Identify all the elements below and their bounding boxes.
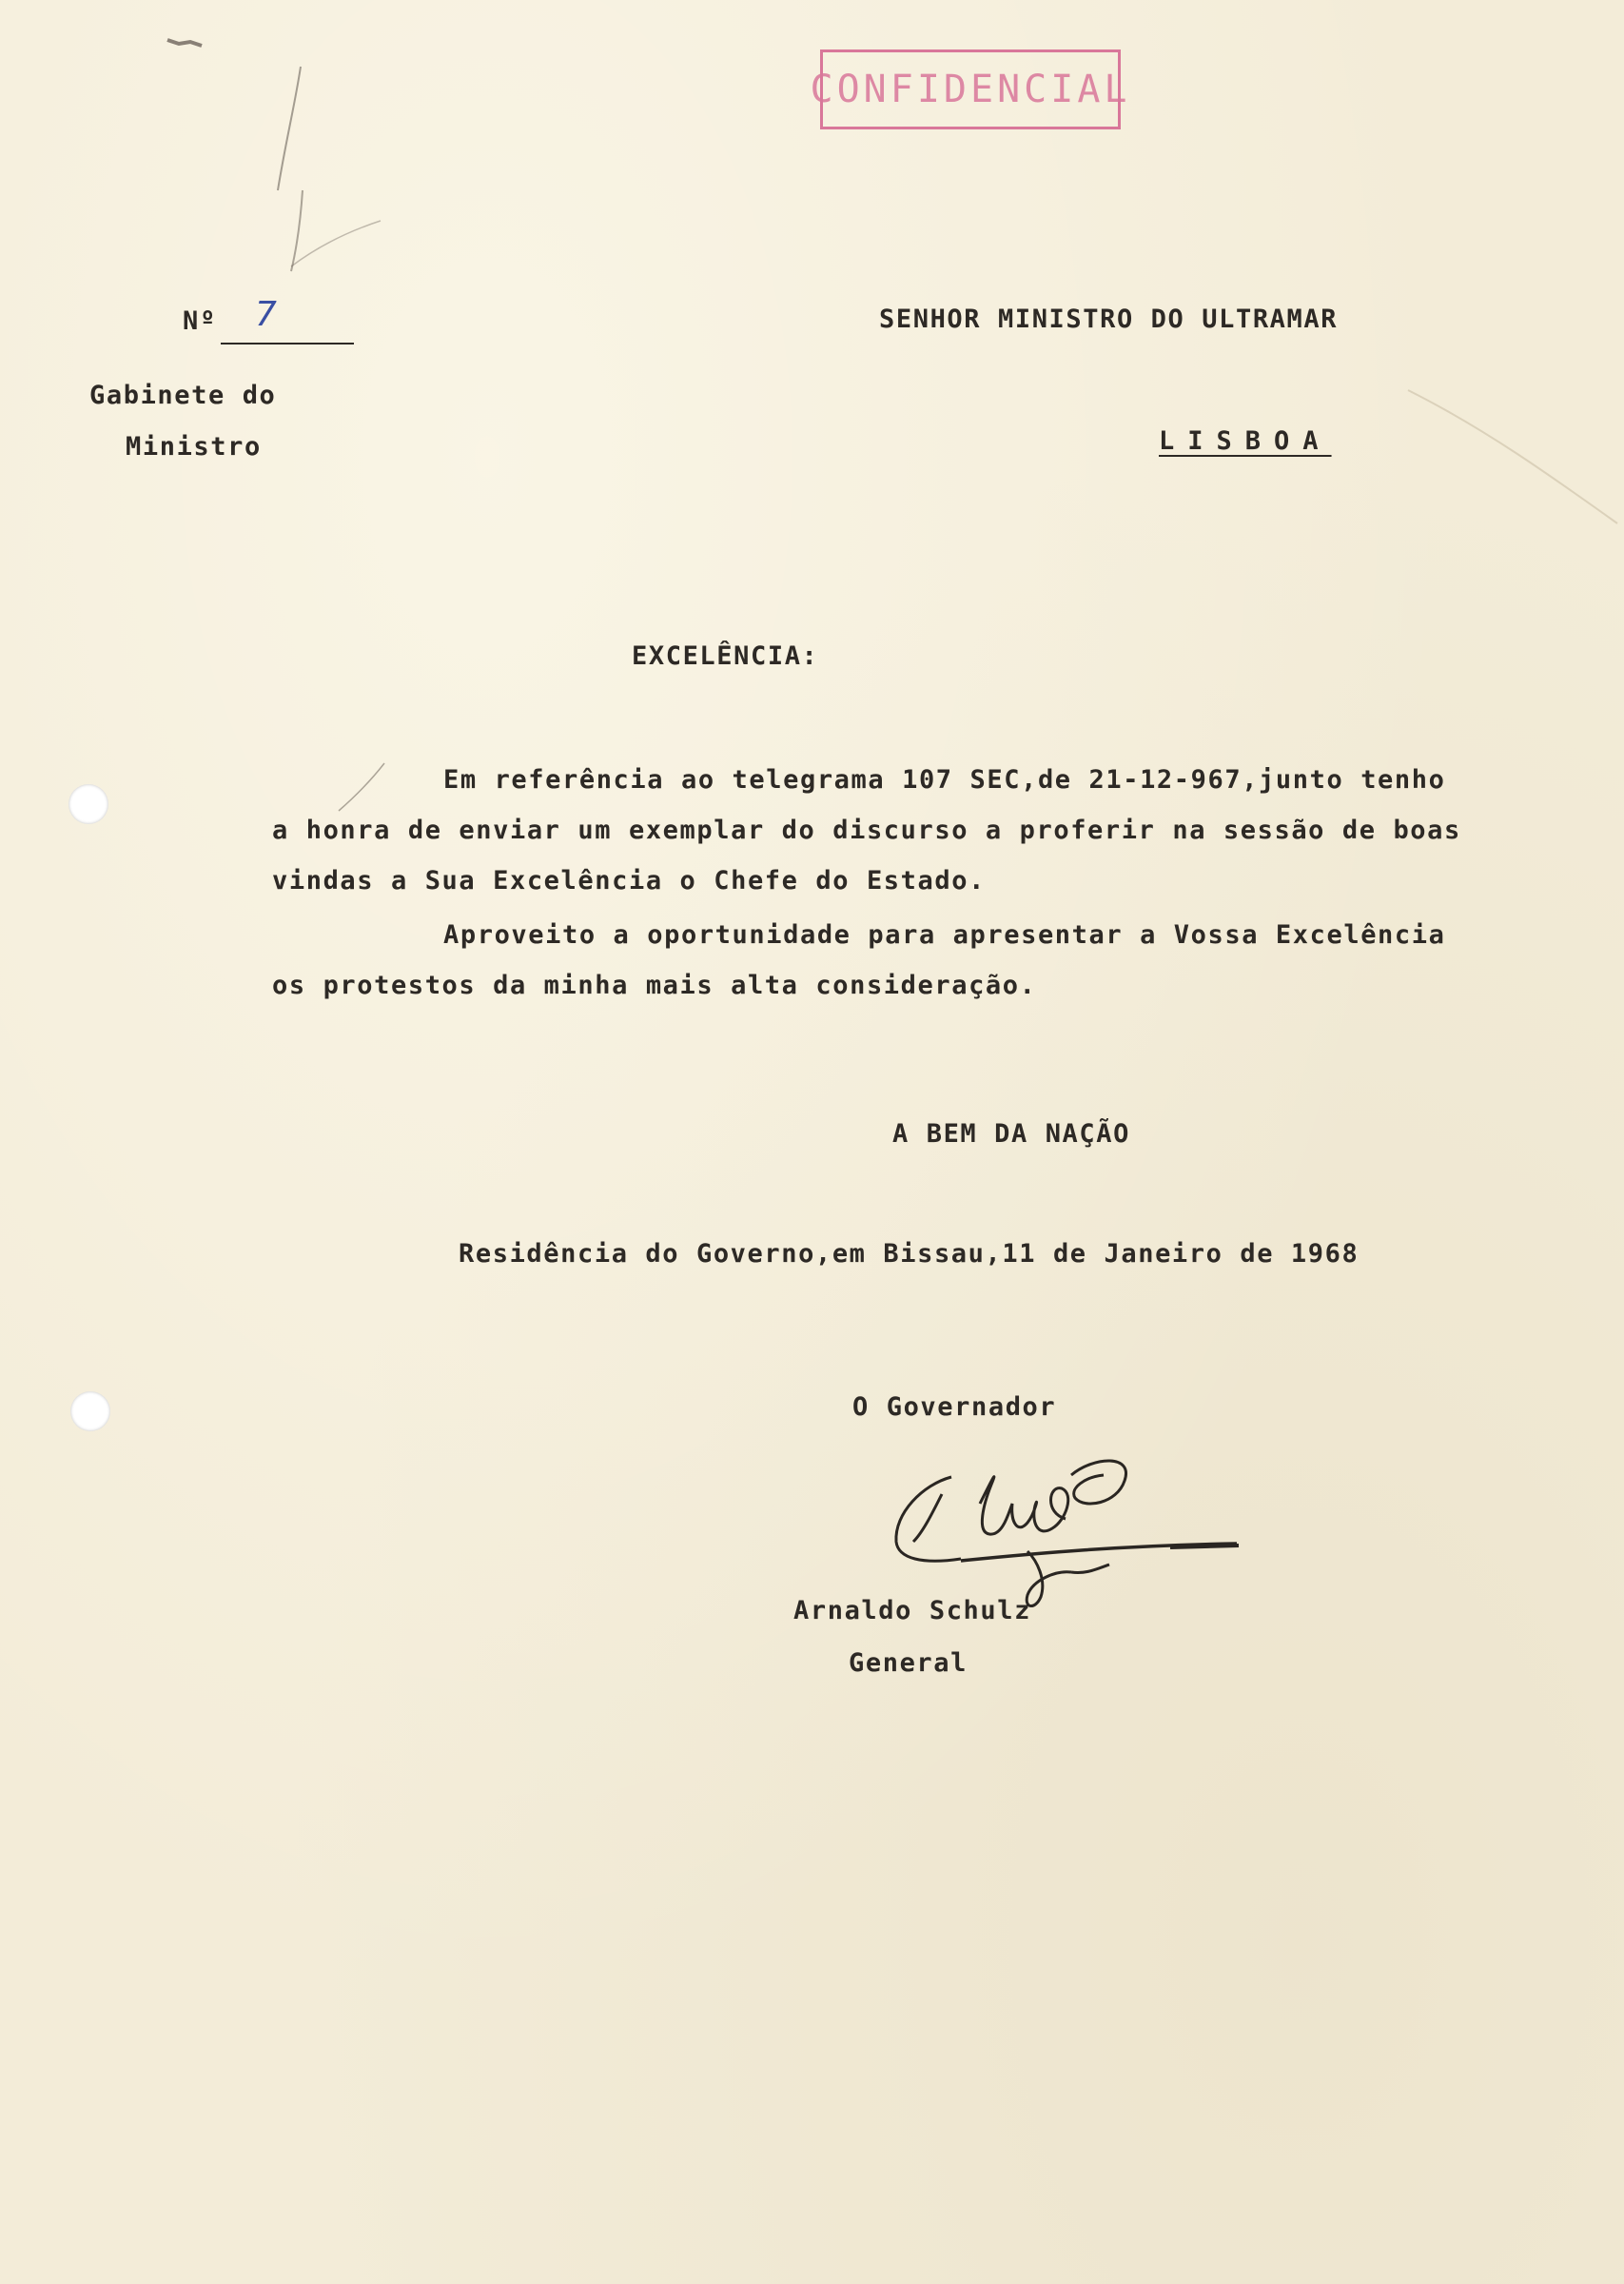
- body-line-4: Aproveito a oportunidade para apresentar a Vossa Excelência: [443, 920, 1446, 950]
- office-line-1: Gabinete do: [89, 381, 277, 410]
- addressee-line-1: SENHOR MINISTRO DO ULTRAMAR: [879, 305, 1339, 334]
- body-line-2: a honra de enviar um exemplar do discurso a proferir na sessão de boas: [272, 816, 1461, 845]
- signatory-title: O Governador: [852, 1392, 1057, 1422]
- body-line-1: Em referência ao telegrama 107 SEC,de 21-12-967,junto tenho: [443, 765, 1446, 795]
- punch-hole-lower: [70, 1391, 110, 1431]
- punch-hole-upper: [68, 784, 108, 824]
- reference-number-underline: [221, 343, 354, 345]
- salutation: EXCELÊNCIA:: [632, 641, 819, 671]
- reference-number-value: 7: [255, 295, 277, 334]
- stamp-text: CONFIDENCIAL: [810, 68, 1131, 111]
- addressee-city: LISBOA: [1159, 426, 1332, 456]
- place-and-date: Residência do Governo,em Bissau,11 de Janeiro de 1968: [459, 1239, 1360, 1269]
- handwritten-signature: [885, 1447, 1246, 1618]
- office-line-2: Ministro: [126, 432, 262, 462]
- confidential-stamp: [810, 49, 1131, 129]
- signatory-rank: General: [849, 1648, 968, 1678]
- body-line-3: vindas a Sua Excelência o Chefe do Estado.: [272, 866, 986, 896]
- signatory-name: Arnaldo Schulz: [793, 1596, 1031, 1625]
- body-line-5: os protestos da minha mais alta consideração.: [272, 971, 1037, 1000]
- closing-formula: A BEM DA NAÇÃO: [892, 1119, 1130, 1149]
- reference-number-label: Nº: [183, 306, 217, 336]
